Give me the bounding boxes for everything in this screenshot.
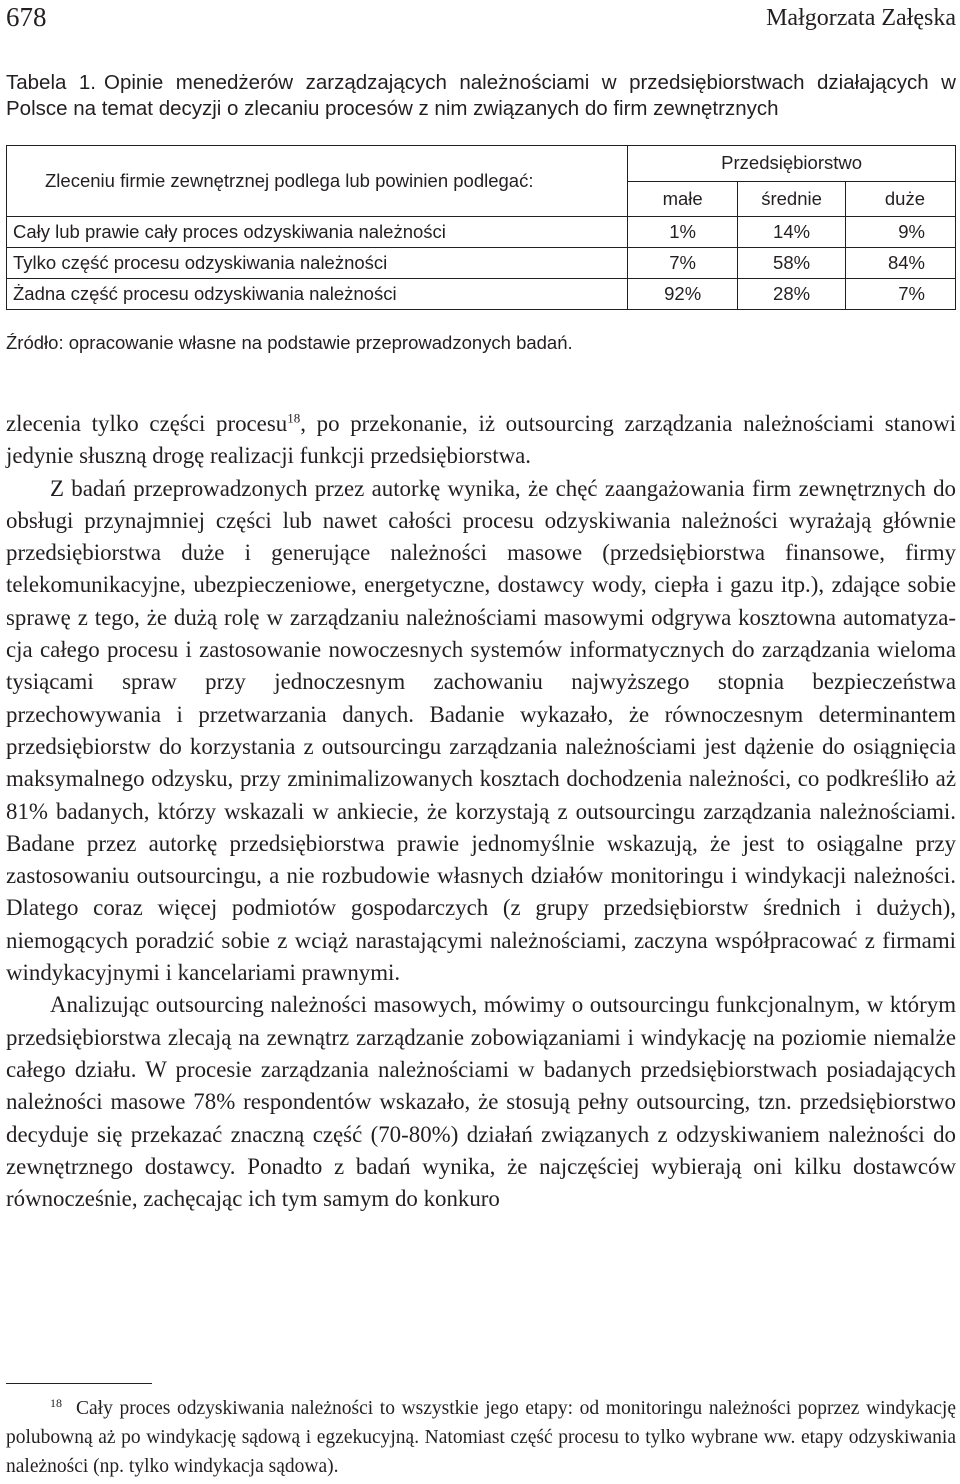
table-cell: 58% (738, 248, 846, 279)
table-cell: 84% (846, 248, 956, 279)
table-subheader-small: małe (628, 181, 738, 217)
running-head-author: Małgorzata Załęska (766, 5, 956, 31)
footnote (6, 1394, 956, 1481)
page-number: 678 (6, 2, 47, 32)
table-row (7, 217, 956, 248)
table-source-note: Źródło: opracowanie własne na podstawie przeprowadzonych badań. (6, 332, 573, 353)
body-paragraph: Analizując outsourcing należności masowych, mówimy o outsourcingu funkcjonalnym, w którym przedsiębiorstwa zlecają na zewnątrz zarządzanie zobowiązaniami i windykację na poziomie niemalże całego działu. W procesie zarządzania należnościami w badanych przedsiębiorstwach posiadających należności masowe 78% respondentów wskazało, że stosują pełny outsourcing, tzn. przedsiębiorstwo decyduje się przekazać znaczną część (70-80%) działań związanych z odzyskiwaniem należności do zewnętrznego dostawcy. Ponadto z badań wynika, że najczęściej wybierają oni kilku dostawców równocześnie, zachęcając ich tym samym do konkuro (6, 992, 956, 1212)
table-header-label: Zleceniu firmie zewnętrznej podlega lub powinien podlegać: (7, 146, 628, 217)
table-subheader-medium: średnie (738, 181, 846, 217)
table-caption (6, 70, 956, 122)
table-cell: 14% (738, 217, 846, 248)
table-caption-label: Tabela 1. (6, 71, 96, 94)
table-header-row (7, 146, 956, 182)
table-cell: 1% (628, 217, 738, 248)
body-paragraph (6, 408, 956, 473)
body-text-span: zlecenia tylko części procesu (6, 411, 288, 436)
footnote-reference: 18 (287, 410, 301, 426)
body-text (6, 408, 956, 1215)
table-caption-text: Opinie menedżerów zarządzających należnościami w przedsiębiorstwach działających w Polsce na temat decyzji o zlecaniu procesów z nim związanych do firm zewnętrznych (6, 71, 956, 120)
table-cell: 7% (846, 279, 956, 310)
footnote-number: 18 (50, 1395, 62, 1410)
table-cell: 92% (628, 279, 738, 310)
table-subheader-large: duże (846, 181, 956, 217)
table-cell: 7% (628, 248, 738, 279)
table-cell: 28% (738, 279, 846, 310)
running-head (6, 2, 956, 36)
opinions-table (6, 145, 956, 310)
footnote-divider (6, 1383, 152, 1384)
footnote-text: Cały proces odzyskiwania należności to wszystkie jego etapy: od monitoringu należności poprzez windykację polubowną aż po windykację sądową i egzekucyjną. Natomiast część procesu to tylko wybrane ww. etapy odzyskiwania należności (np. tylko windykacja sądowa). (6, 1398, 956, 1477)
table-row-label: Cały lub prawie cały proces odzyskiwania należności (7, 217, 628, 248)
body-text-span: , po przekonanie, iż outsourcing zarządzania należnościami stanowi jedynie słuszną drogę realizacji funkcji przedsiębiorstwa. (6, 411, 956, 469)
table-row-label: Żadna część procesu odzyskiwania należności (7, 279, 628, 310)
table-row (7, 279, 956, 310)
table-cell: 9% (846, 217, 956, 248)
table-group-header: Przedsiębiorstwo (628, 146, 956, 182)
table-row (7, 248, 956, 279)
body-paragraph: Z badań przeprowadzonych przez autorkę wynika, że chęć zaangażowania firm zewnętrznych do obsługi przynajmniej części lub nawet całości procesu odzyskiwania należności wyrażają głównie przedsiębiorstwa duże i generujące należności masowe (przedsiębiorstwa finansowe, firmy telekomunikacyjne, ubezpieczeniowe, energetyczne, dostawcy wody, ciepła i gazu itp.), zdające sobie sprawę z tego, że dużą rolę w zarządzaniu należnościami masowymi odgrywa kosztowna automatyzacja całego procesu i zastosowanie nowoczesnych systemów informatycznych do zarządzania wieloma tysiącami spraw przy jednoczesnym zachowaniu najwyższego stopnia bezpieczeństwa przechowywania i przetwarzania danych. Badanie wykazało, że równoczesnym determinantem przedsiębiorstw do korzystania z outsourcingu zarządzania należnościami jest dążenie do osiągnięcia maksymalnego odzysku, przy zminimalizowanych kosztach dochodzenia należności, co podkreśliło aż 81% badanych, którzy wskazali w ankiecie, że korzystają z outsourcingu zarządzania należnościami. Badane przez autorkę przedsiębiorstwa prawie jednomyślnie wskazują, że jest to osiągalne przy zastosowaniu outsourcingu, a nie rozbudowie własnych działów monitoringu i windykacji należności. Dlatego coraz więcej podmiotów gospodarczych (z grupy przedsiębiorstw średnich i dużych), niemogących poradzić sobie z wciąż narastającymi należnościami, zaczyna współpracować z firmami windykacyjnymi i kancelariami prawnymi. (6, 475, 956, 986)
table-row-label: Tylko część procesu odzyskiwania należności (7, 248, 628, 279)
